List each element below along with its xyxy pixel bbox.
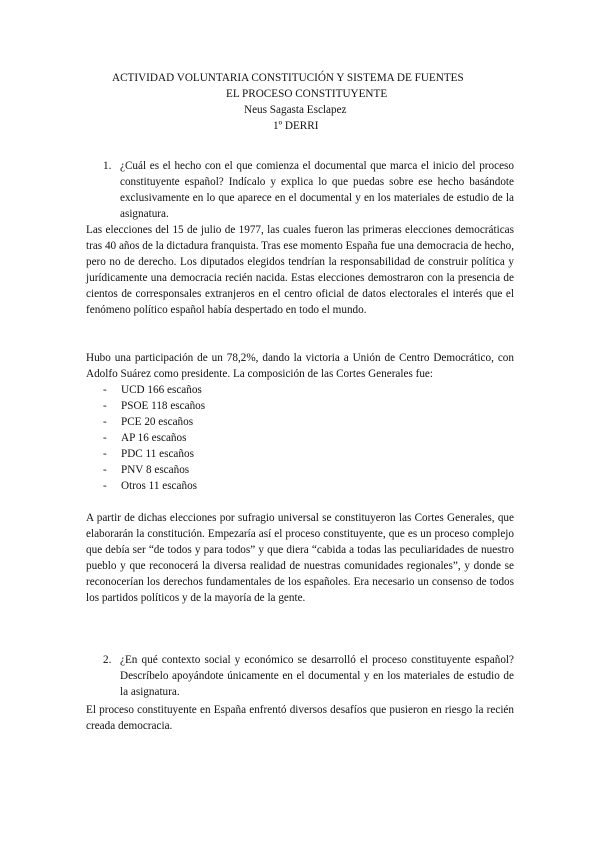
paragraph: Las elecciones del 15 de julio de 1977, las cuales fueron las primeras elecciones democráticas tras 40 años de la dictadura franquista. Tras ese momento España fue una democracia de hecho, pero no de derecho. Los diputados elegidos tendrían la responsabilidad de construir política y jurídicamente una democracia recién nacida. Estas elecciones demostraron con la presencia de cientos de corresponsales extranjeros en el centro oficial de datos electorales el interés que el fenómeno político español había despertado en todo el mundo. [86,224,514,316]
list-item-text: PCE 20 escaños [121,416,194,428]
bullet-dash: - [103,384,107,396]
list-item [86,398,514,414]
question-1 [86,158,514,222]
bullet-dash: - [103,448,107,460]
bullet-dash: - [103,464,107,476]
answer-1-paragraph-3 [86,510,514,606]
paragraph: El proceso constituyente en España enfrentó diversos desafíos que pusieron en riesgo la recién creada democracia. [86,704,514,732]
bullet-dash: - [103,432,107,444]
author-name: Neus Sagasta Esclapez [244,104,347,116]
list-item-text: UCD 166 escaños [121,384,202,396]
bullet-dash: - [103,416,107,428]
question-text: ¿En qué contexto social y económico se desarrolló el proceso constituyente español? Descríbelo apoyándote únicamente en el documental y en los materiales de estudio de la asignatura. [120,654,514,698]
paragraph: A partir de dichas elecciones por sufragio universal se constituyeron las Cortes Generales, que elaborarán la constitución. Empezaría así el proceso constituyente, que es un proceso complejo que debía ser “de todos y para todos” y que diera “cabida a todas las peculiaridades de nuestro pueblo y que reconocerá la diversa realidad de nuestras comunidades regionales”, y donde se reconocerían los derechos fundamentales de los españoles. Era necesario un consenso de todos los partidos políticos y de la mayoría de la gente. [86,512,514,604]
list-item [86,430,514,446]
paragraph: Hubo una participación de un 78,2%, dando la victoria a Unión de Centro Democrático, con Adolfo Suárez como presidente. La composición de las Cortes Generales fue: [86,352,514,380]
answer-1-paragraph-2 [86,350,514,382]
list-item-text: PDC 11 escaños [121,448,194,460]
answer-1-paragraph-1 [86,222,514,318]
question-number: 2. [103,654,112,666]
list-item-text: AP 16 escaños [121,432,187,444]
list-item-text: Otros 11 escaños [121,480,198,492]
list-item [86,414,514,430]
title-line-2: EL PROCESO CONSTITUYENTE [226,88,388,100]
seats-list [86,382,514,494]
list-item-text: PSOE 118 escaños [121,400,206,412]
list-item [86,382,514,398]
list-item [86,478,514,494]
list-item [86,446,514,462]
question-number: 1. [103,160,112,172]
question-text: ¿Cuál es el hecho con el que comienza el documental que marca el inicio del proceso constituyente español? Indícalo y explica lo que puedas sobre ese hecho basándote exclusivamente en lo que aparece en el documental y en los materiales de estudio de la asignatura. [120,160,514,220]
answer-2-paragraph-1 [86,702,514,734]
list-item [86,462,514,478]
question-2 [86,652,514,700]
bullet-dash: - [103,480,107,492]
bullet-dash: - [103,400,107,412]
list-item-text: PNV 8 escaños [121,464,190,476]
title-line-1: ACTIVIDAD VOLUNTARIA CONSTITUCIÓN Y SISTEMA DE FUENTES [112,72,464,84]
group-label: 1º DERRI [273,120,319,132]
